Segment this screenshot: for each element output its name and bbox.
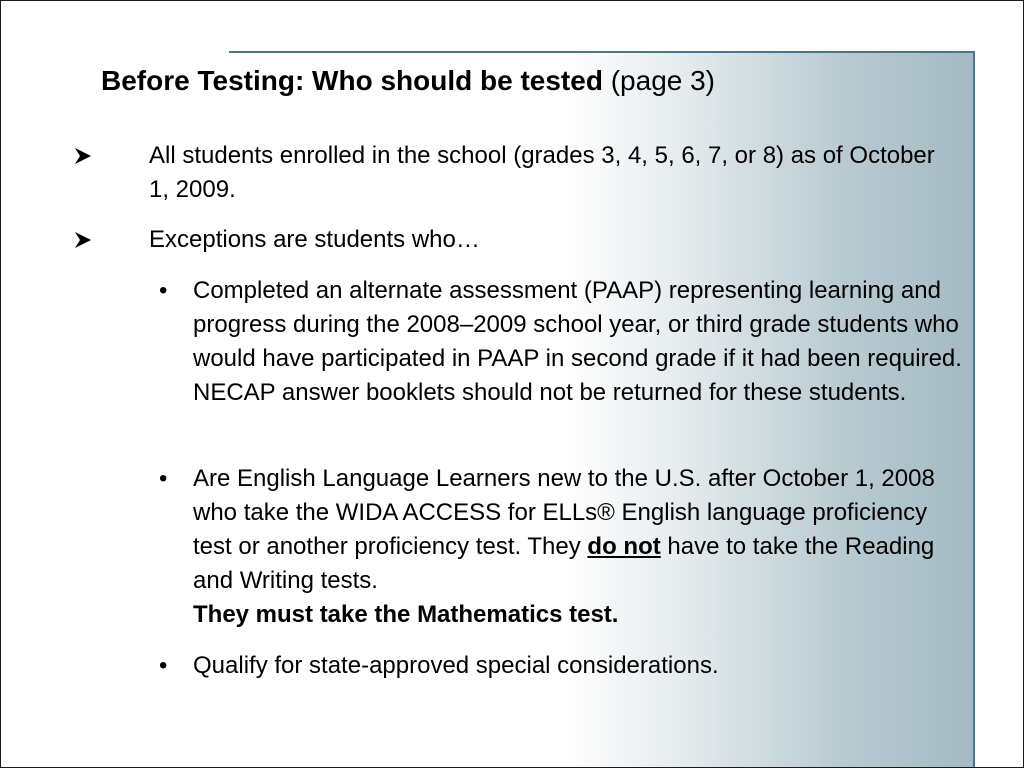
dot-bullet-icon: • bbox=[159, 465, 168, 492]
sub-bullet-paap: Completed an alternate assessment (PAAP) representing learning and progress during the 2008–2009 school year, or third grade students who would have participated in PAAP in second grade if it had been required. NECAP answer booklets should not be returned for these students. bbox=[193, 277, 962, 406]
arrow-bullet-icon bbox=[73, 223, 103, 257]
ell-text-part2: have to take the Reading and Writing tests. bbox=[193, 533, 935, 594]
sub-bullet-ell bbox=[193, 462, 963, 632]
sub-bullet-special-considerations: Qualify for state-approved special considerations. bbox=[193, 652, 719, 679]
dot-bullet-icon: • bbox=[159, 652, 168, 679]
ell-text-part1: Are English Language Learners new to the U.S. after October 1, 2008 who take the WIDA ACCESS for ELLs® English language proficiency test or another proficiency test. They bbox=[193, 465, 935, 560]
dot-bullet-icon: • bbox=[159, 277, 168, 304]
ell-bold-line: They must take the Mathematics test. bbox=[193, 601, 619, 628]
title-bold: Before Testing: Who should be tested bbox=[101, 65, 603, 96]
ell-emphasis-do-not: do not bbox=[587, 533, 661, 560]
slide-content bbox=[1, 1, 1024, 768]
arrow-bullet-icon bbox=[73, 139, 103, 173]
title-page-ref: (page 3) bbox=[610, 65, 716, 96]
bullet-item-enrolled: All students enrolled in the school (grades 3, 4, 5, 6, 7, or 8) as of October 1, 2009. bbox=[149, 142, 935, 203]
bullet-item-exceptions: Exceptions are students who… bbox=[149, 226, 480, 253]
